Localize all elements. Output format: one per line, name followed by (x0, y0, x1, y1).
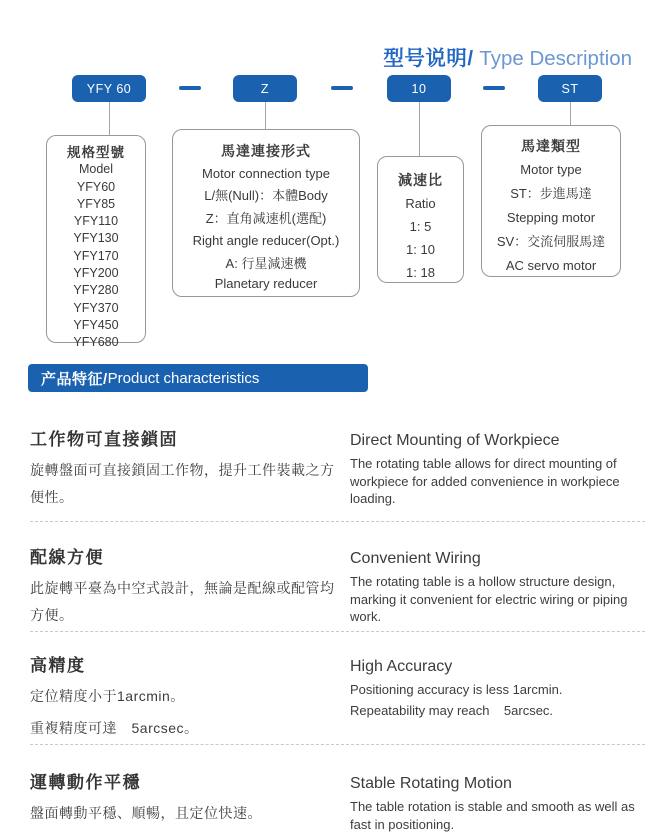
motor-connection-title: 馬達連接形式 (221, 143, 311, 159)
feature-zh-title: 運轉動作平穩 (30, 773, 141, 792)
connector-line (109, 102, 110, 135)
feature-en-title: Stable Rotating Motion (350, 775, 512, 792)
motor-type-line: Stepping motor (506, 210, 596, 225)
connector-line (265, 102, 266, 129)
feature-zh-body: 重複精度可達 5arcsec。 (30, 720, 199, 736)
ratio-line: 1: 5 (409, 219, 432, 234)
feature-zh-body: 旋轉盤面可直接鎖固工作物，提升工件裝載之方便性。 (30, 462, 335, 505)
motor-connection-box (172, 129, 360, 297)
feature-en-body: The rotating table is a hollow structure design, marking it convenient for electric wiring or piping work. (350, 574, 632, 624)
feature-row-stable-rotation (30, 745, 645, 834)
feature-row-high-accuracy (30, 632, 645, 745)
motor-type-line: ST：步進馬達 (510, 186, 592, 201)
feature-en-body: Repeatability may reach 5arcsec. (350, 702, 554, 718)
feature-zh-title: 高精度 (30, 656, 86, 675)
feature-en-column (350, 771, 645, 833)
feature-en-body: The rotating table allows for direct mounting of workpiece for added convenience in workpiece loading. (350, 456, 624, 506)
feature-zh-column (30, 546, 336, 629)
feature-en-column (350, 428, 645, 511)
model-list-box (46, 135, 146, 350)
ratio-title: 減速比 (398, 172, 443, 188)
feature-en-title: High Accuracy (350, 658, 453, 675)
ratio-box (377, 156, 464, 283)
dash-separator-icon (331, 86, 353, 90)
code-box-motor-type: ST (538, 75, 602, 102)
feature-zh-column (30, 428, 336, 511)
dash-separator-icon (179, 86, 201, 90)
motor-connection-line: Z：直角减速机(選配) (205, 210, 327, 226)
motor-connection-line: L/無(Null)：本體Body (204, 188, 328, 203)
ratio-line: 1: 18 (406, 265, 435, 280)
feature-zh-body: 盤面轉動平穩、順暢，且定位快速。 (30, 805, 262, 821)
page-title-zh: 型号说明/ (383, 47, 474, 70)
feature-zh-title: 工作物可直接鎖固 (30, 430, 178, 449)
feature-zh-column (30, 771, 336, 833)
feature-en-body: The table rotation is stable and smooth as well as fast in positioning. (350, 799, 639, 832)
motor-type-line: Motor type (520, 162, 582, 177)
feature-en-body: Positioning accuracy is less 1arcmin. (350, 682, 563, 697)
model-list-line: YFY85 (76, 196, 116, 211)
banner-zh: 产品特征/ (41, 370, 108, 388)
connector-line (570, 102, 571, 125)
feature-row-convenient-wiring (30, 522, 645, 632)
motor-connection-line: A: 行星減速機 (225, 255, 307, 271)
features-section (30, 420, 645, 834)
model-list-line: YFY280 (73, 283, 119, 298)
feature-en-column (350, 546, 645, 629)
banner-en: Product characteristics (107, 369, 260, 387)
motor-connection-line: Motor connection type (202, 165, 330, 181)
code-box-model: YFY 60 (72, 75, 146, 102)
feature-zh-title: 配線方便 (30, 548, 104, 567)
code-box-connection: Z (233, 75, 297, 102)
model-list-line: YFY170 (73, 248, 119, 263)
ratio-line: 1: 10 (406, 242, 435, 257)
model-list-line: YFY60 (76, 179, 116, 194)
model-list-line: YFY130 (73, 231, 119, 246)
feature-en-title: Direct Mounting of Workpiece (350, 432, 560, 449)
dash-separator-icon (483, 86, 505, 90)
motor-type-box (481, 125, 621, 277)
feature-en-title: Convenient Wiring (350, 550, 481, 567)
connector-line (419, 102, 420, 156)
model-list-line: YFY200 (73, 266, 119, 281)
feature-zh-column (30, 654, 336, 742)
motor-type-title: 馬達類型 (521, 138, 581, 154)
model-list-line: YFY680 (73, 335, 119, 350)
model-list-line: YFY370 (73, 300, 119, 315)
motor-connection-line: Planetary reducer (214, 276, 318, 291)
motor-type-line: SV：交流伺服馬達 (496, 234, 606, 249)
feature-zh-body: 定位精度小于1arcmin。 (30, 688, 185, 704)
page-title-en: Type Description (473, 47, 632, 70)
feature-row-direct-mounting (30, 420, 645, 522)
model-list-line: YFY110 (73, 214, 119, 229)
model-list-line: Model (78, 162, 114, 177)
code-box-ratio: 10 (387, 75, 451, 102)
feature-zh-body: 此旋轉平臺為中空式設計，無論是配線或配管均方便。 (30, 580, 335, 623)
feature-en-column (350, 654, 645, 742)
motor-type-line: AC servo motor (505, 258, 597, 273)
ratio-line: Ratio (405, 196, 436, 211)
motor-connection-line: Right angle reducer(Opt.) (192, 233, 340, 248)
model-list-line: YFY450 (73, 317, 119, 332)
model-list-title: 规格型號 (67, 145, 125, 160)
product-characteristics-banner (28, 364, 368, 392)
